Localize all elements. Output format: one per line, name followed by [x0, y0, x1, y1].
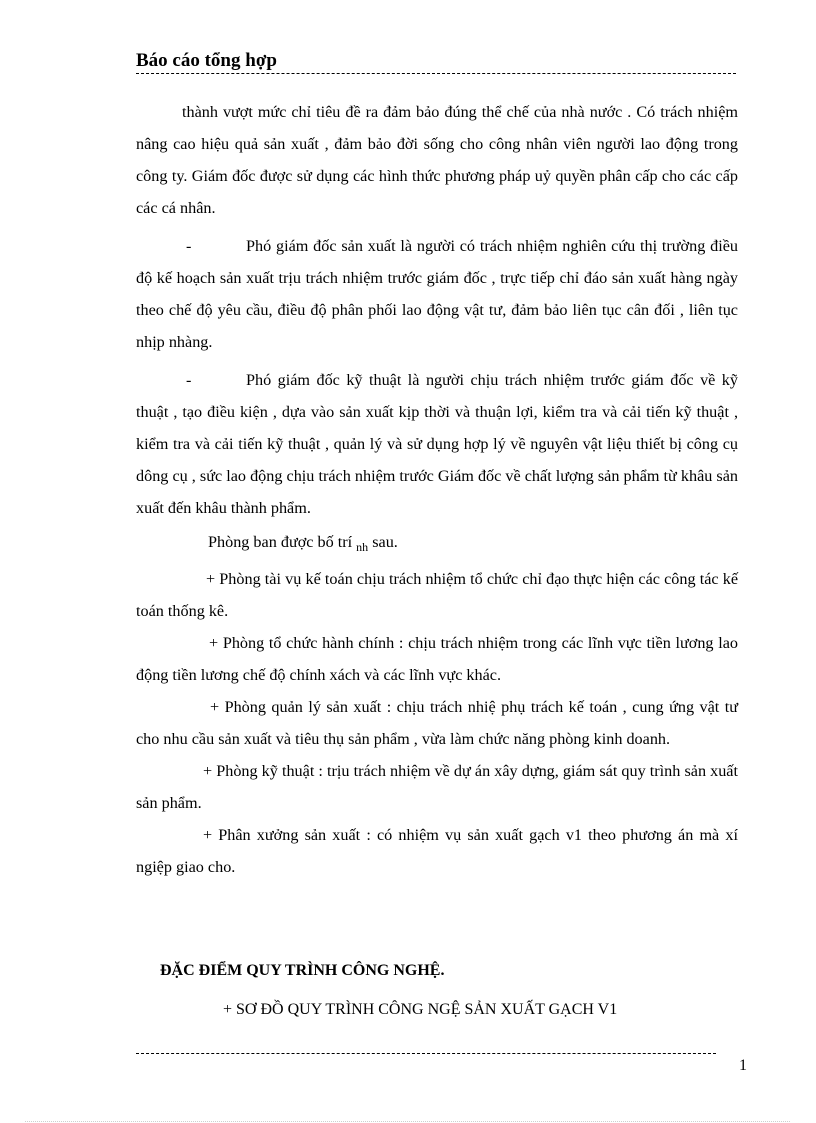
header-divider [136, 73, 736, 74]
bullet-dash: - [186, 371, 192, 389]
page-bottom-border [25, 1121, 790, 1122]
paragraph-room-technical: + Phòng kỹ thuật : trịu trách nhiệm về dự án xây dựng, giám sát quy trình sản xuất sản phẩm. [136, 762, 738, 812]
bullet-dash: - [186, 237, 192, 255]
paragraph-room-admin: + Phòng tổ chức hành chính : chịu trách nhiệm trong các lĩnh vực tiền lương lao động tiền lương chế độ chính xách và các lĩnh vực khác. [136, 634, 738, 684]
paragraph-director-duties: thành vượt mức chỉ tiêu đề ra đảm bảo đúng thể chế của nhà nước . Có trách nhiệm nâng cao hiệu quả sản xuất , đảm bảo đời sống cho công nhân viên người lao động trong công ty. Giám đốc được sử dụng các hình thức phương pháp uỷ quyền phân cấp cho các cấp các cá nhân. [136, 103, 738, 217]
section-subheading: + SƠ ĐỒ QUY TRÌNH CÔNG NGỆ SẢN XUẤT GẠCH V1 [223, 1001, 618, 1018]
deputy-technical-text: Phó giám đốc kỹ thuật là người chịu trách nhiệm trước giám đốc về kỹ thuật , tạo điều kiện , dựa vào sản xuất kịp thời và thuận lợi, kiểm tra và cải tiến kỹ thuật , kiểm tra và cải tiến kỹ thuật , quản lý và sử dụng hợp lý về nguyên vật liệu thiết bị công cụ dông cụ , sức lao động chịu trách nhiệm trước Giám đốc về chất lượng sản phẩm từ khâu sản xuất đến khâu thành phẩm. [136, 371, 738, 517]
paragraph-rooms-intro [136, 526, 738, 563]
section-heading: ĐẶC ĐIỂM QUY TRÌNH CÔNG NGHỆ. [160, 962, 445, 979]
paragraph-deputy-production [136, 230, 738, 358]
document-body [136, 96, 738, 883]
rooms-intro-subscript: nh [356, 540, 369, 554]
deputy-production-text: Phó giám đốc sản xuất là người có trách nhiệm nghiên cứu thị trường điều độ kế hoạch sản xuất trịu trách nhiệm trước giám đốc , trực tiếp chỉ đáo sản xuất hàng ngày theo chế độ yêu cầu, điều độ phân phối lao động vật tư, đảm bảo liên tục cân đối , liên tục nhịp nhàng. [136, 237, 738, 351]
report-header-title: Báo cáo tổng hợp [136, 50, 277, 71]
paragraph-deputy-technical [136, 364, 738, 524]
paragraph-room-production-mgmt: + Phòng quản lý sản xuất : chịu trách nhiệ phụ trách kế toán , cung ứng vật tư cho nhu cầu sản xuất và tiêu thụ sản phẩm , vừa làm chức năng phòng kinh doanh. [136, 698, 738, 748]
paragraph-workshop: + Phân xưởng sản xuất : có nhiệm vụ sản xuất gạch v1 theo phương án mà xí ngiệp giao cho. [136, 826, 738, 876]
page-number: 1 [739, 1057, 747, 1074]
rooms-intro-text: Phòng ban được bố trí [208, 533, 353, 551]
paragraph-room-finance: + Phòng tài vụ kế toán chịu trách nhiệm tổ chức chỉ đạo thực hiện các công tác kế toán thống kê. [136, 570, 738, 620]
footer-divider [136, 1053, 716, 1054]
rooms-intro-end: sau. [372, 533, 398, 551]
